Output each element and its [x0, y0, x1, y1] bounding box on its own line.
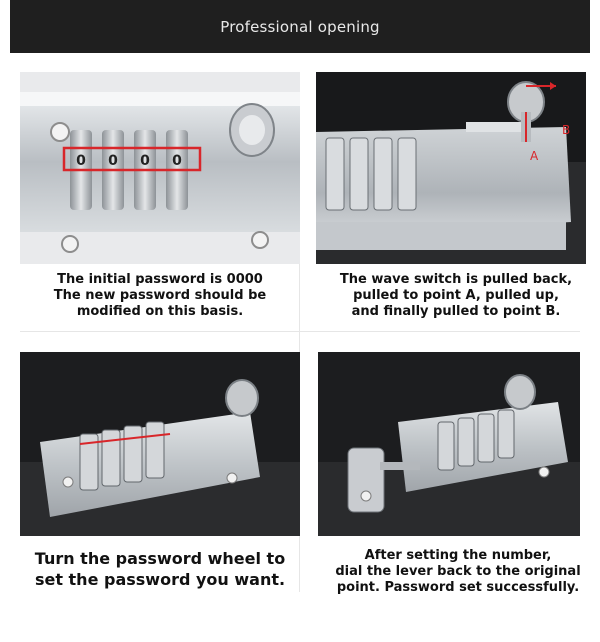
caption-line: The wave switch is pulled back, — [339, 272, 573, 287]
point-b-label: B — [562, 123, 571, 137]
digit-3: 0 — [140, 153, 150, 169]
caption-line: and finally pulled to point B. — [351, 304, 561, 319]
step-3-panel — [20, 352, 300, 642]
step-3-caption — [20, 548, 300, 590]
step-1-caption — [20, 272, 300, 320]
caption-line: dial the lever back to the original — [335, 564, 581, 579]
step-2-photo — [316, 72, 596, 264]
caption-line: point. Password set successfully. — [336, 580, 580, 595]
step-3-photo — [20, 352, 300, 536]
digit-2: 0 — [108, 153, 118, 169]
step-4-caption — [318, 548, 598, 596]
page-header — [10, 0, 590, 53]
caption-line: The initial password is 0000 — [57, 272, 263, 287]
digit-1: 0 — [76, 153, 86, 169]
step-2-panel — [316, 72, 596, 362]
digit-4: 0 — [172, 153, 182, 169]
point-a-label: A — [530, 149, 539, 163]
caption-line: The new password should be — [53, 288, 267, 303]
caption-line: After setting the number, — [364, 548, 552, 563]
step-4-panel — [318, 352, 598, 642]
step-2-caption — [316, 272, 596, 320]
step-4-photo — [318, 352, 598, 536]
caption-line: pulled to point A, pulled up, — [353, 288, 559, 303]
page-title: Professional opening — [220, 17, 380, 36]
caption-line: Turn the password wheel to — [34, 549, 286, 568]
caption-line: modified on this basis. — [76, 304, 244, 319]
step-1-photo — [20, 72, 300, 264]
caption-line: set the password you want. — [34, 570, 286, 589]
step-1-panel — [20, 72, 300, 362]
